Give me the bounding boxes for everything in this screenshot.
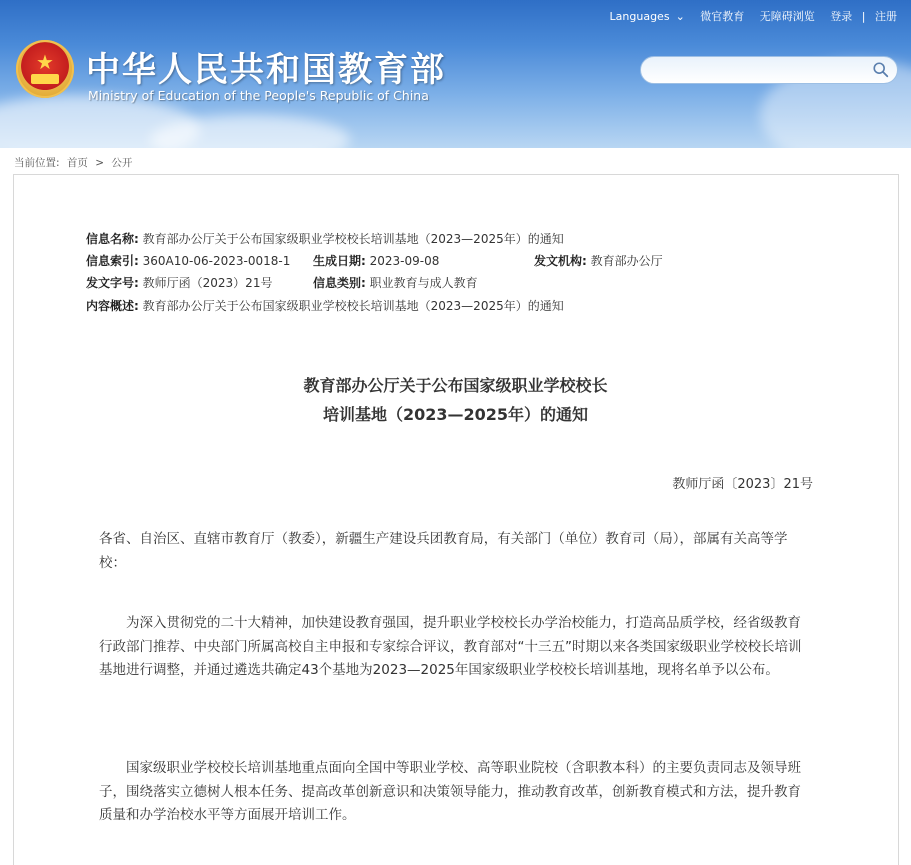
article-title-line-2: 培训基地（2023—2025年）的通知 — [322, 405, 589, 424]
meta-row-docno — [86, 274, 272, 291]
breadcrumb-label: 当前位置: — [14, 157, 60, 169]
site-header — [0, 0, 911, 148]
article-paragraph-2: 国家级职业学校校长培训基地重点面向全国中等职业学校、高等职业院校（含职教本科）的主要负责同志及领导班子，围绕落实立德树人根本任务、提高改革创新意识和决策领导能力，推动教育改革，创新教育模式和方法，提升教育质量和办学治校水平等方面展开培训工作。 — [99, 760, 801, 823]
accessibility-link[interactable]: 无障碍浏览 — [759, 10, 815, 23]
meta-docno-value: 教师厅函（2023）21号 — [142, 276, 273, 290]
meta-name-value: 教育部办公厅关于公布国家级职业学校校长培训基地（2023—2025年）的通知 — [142, 232, 564, 246]
chevron-down-icon[interactable]: ⌄ — [675, 10, 685, 23]
meta-type-value: 职业教育与成人教育 — [369, 276, 478, 290]
meta-date-label: 生成日期: — [313, 254, 366, 268]
top-utility-bar — [598, 8, 897, 24]
meta-row-date — [313, 252, 439, 269]
site-title[interactable]: 中华人民共和国教育部 — [86, 50, 446, 90]
wechat-link[interactable]: 微官教育 — [700, 10, 745, 23]
breadcrumb-current-link[interactable]: 公开 — [111, 157, 133, 169]
register-link[interactable]: 注册 — [875, 10, 897, 23]
meta-org-value: 教育部办公厅 — [590, 254, 663, 268]
meta-date-value: 2023-09-08 — [369, 254, 440, 268]
breadcrumb-separator-icon: > — [95, 157, 105, 169]
meta-index-value: 360A10-06-2023-0018-1 — [142, 254, 291, 268]
article-doc-number: 教师厅函〔2023〕21号 — [672, 477, 813, 492]
meta-row-type — [313, 274, 478, 291]
login-link[interactable]: 登录 — [830, 10, 853, 23]
national-emblem-icon[interactable]: ★ — [16, 40, 74, 98]
topbar-divider: | — [861, 10, 866, 23]
meta-row-index — [86, 252, 290, 269]
meta-row-org — [534, 252, 663, 269]
site-title-english[interactable]: Ministry of Education of the People's Republic of China — [88, 88, 429, 103]
meta-row-summary — [86, 297, 564, 314]
meta-row-name — [86, 230, 564, 247]
meta-org-label: 发文机构: — [534, 254, 587, 268]
breadcrumb — [14, 155, 136, 170]
meta-name-label: 信息名称: — [86, 232, 139, 246]
search-box — [640, 56, 898, 84]
meta-docno-label: 发文字号: — [86, 276, 139, 290]
meta-type-label: 信息类别: — [313, 276, 366, 290]
search-icon[interactable] — [872, 61, 890, 79]
search-input[interactable] — [651, 60, 865, 82]
meta-summary-value: 教育部办公厅关于公布国家级职业学校校长培训基地（2023—2025年）的通知 — [142, 299, 564, 313]
breadcrumb-home-link[interactable]: 首页 — [66, 157, 88, 169]
article-salutation: 各省、自治区、直辖市教育厅（教委），新疆生产建设兵团教育局，有关部门（单位）教育司（局），部属有关高等学校： — [99, 531, 788, 571]
article-paragraph-1: 为深入贯彻党的二十大精神，加快建设教育强国，提升职业学校校长办学治校能力，打造高品质学校，经省级教育行政部门推荐、中央部门所属高校自主申报和专家综合评议，教育部对“十三五”时期以来各类国家级职业学校校长培训基地进行调整，并通过遴选共确定43个基地为2023—2025年国家级职业学校校长培训基地，现将名单予以公布。 — [99, 615, 802, 678]
meta-index-label: 信息索引: — [86, 254, 139, 268]
meta-summary-label: 内容概述: — [86, 299, 139, 313]
article-title-line-1: 教育部办公厅关于公布国家级职业学校校长 — [303, 376, 608, 395]
languages-link[interactable]: Languages — [609, 10, 670, 23]
